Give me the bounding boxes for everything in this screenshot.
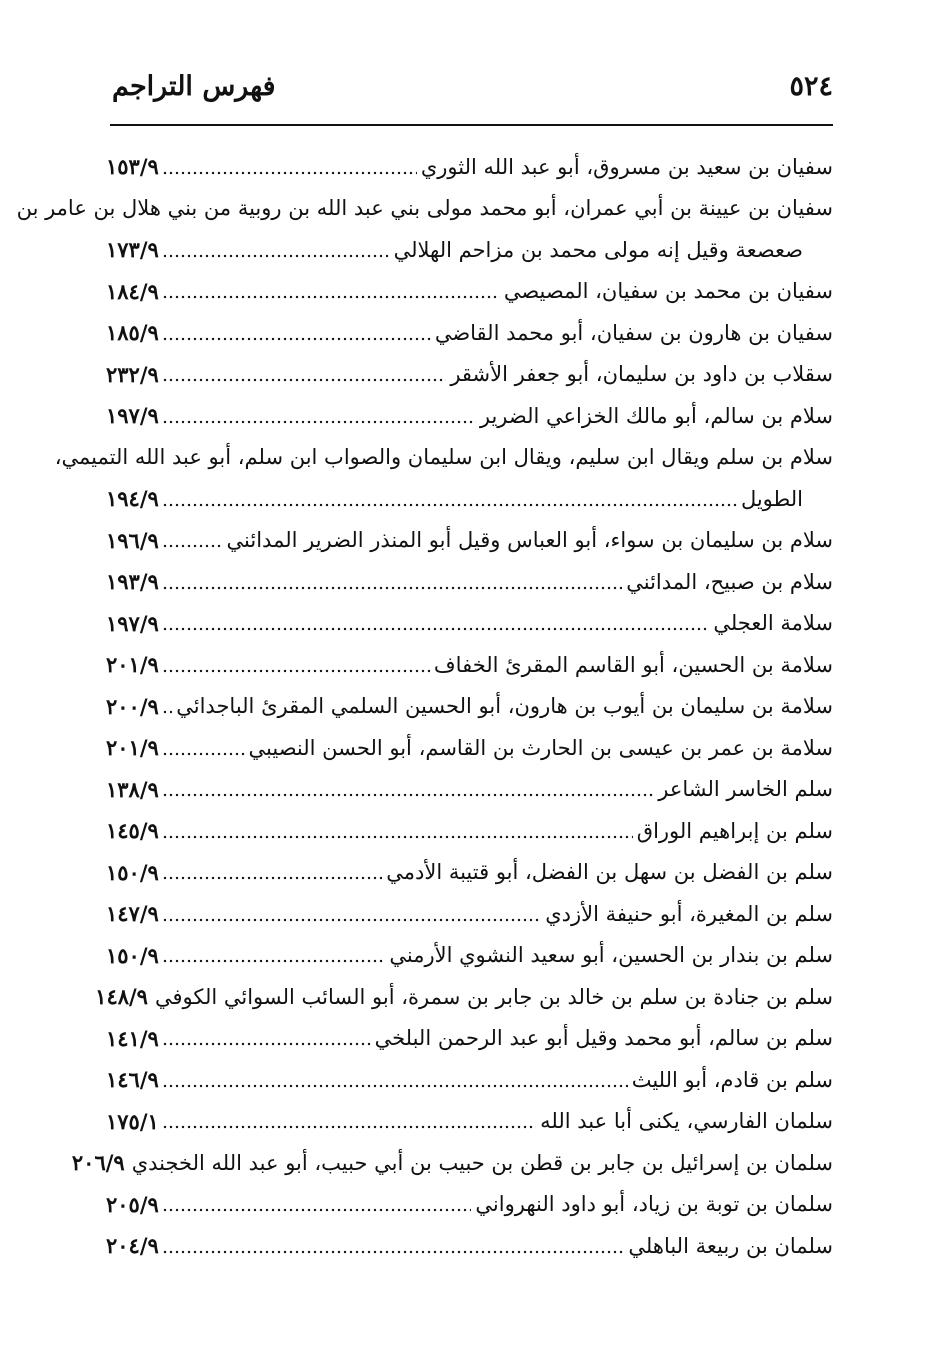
dot-leader	[162, 626, 710, 632]
entry-name: سلم بن المغيرة، أبو حنيفة الأزدي	[545, 901, 833, 926]
index-entry	[106, 1101, 833, 1143]
entry-name: سلمان الفارسي، يكنى أبا عبد الله	[540, 1109, 833, 1134]
dot-leader	[162, 668, 430, 674]
entry-page-ref: ١٤١/٩	[106, 1025, 159, 1051]
entry-page-ref: ١٣٨/٩	[106, 776, 159, 802]
entry-name: سلم بن الفضل بن سهل بن الفضل، أبو قتيبة الأدمي	[386, 860, 833, 885]
index-entry	[106, 769, 833, 811]
entry-name: سلم بن قادم، أبو الليث	[631, 1067, 833, 1092]
index-entry-continuation	[106, 478, 833, 520]
entry-page-ref: ١٩٧/٩	[106, 403, 159, 429]
entry-name: سلامة بن عمر بن عيسى بن الحارث بن القاسم، أبو الحسن النصيبي	[248, 735, 833, 760]
entry-page-ref: ١٤٦/٩	[106, 1067, 159, 1093]
entry-page-ref: ١٧٥/١	[106, 1108, 159, 1134]
index-entry-continuation	[106, 229, 833, 271]
index-entry	[106, 1225, 833, 1267]
entry-page-ref: ١٥٠/٩	[106, 859, 159, 885]
dot-leader	[162, 336, 431, 342]
dot-leader	[162, 170, 417, 176]
entry-page-ref: ١٨٥/٩	[106, 320, 159, 346]
index-entry	[106, 354, 833, 396]
dot-leader	[162, 834, 633, 840]
index-entry	[106, 810, 833, 852]
entry-name: سفيان بن هارون بن سفيان، أبو محمد القاضي	[434, 320, 833, 345]
entry-name: سلم بن سالم، أبو محمد وقيل أبو عبد الرحمن البلخي	[374, 1026, 833, 1051]
entry-page-ref: ٢٣٢/٩	[106, 361, 159, 387]
dot-leader	[162, 958, 386, 964]
index-entry	[106, 146, 833, 188]
dot-leader	[162, 917, 541, 923]
index-entry	[106, 312, 833, 354]
entry-page-ref: ١٥٣/٩	[106, 154, 159, 180]
index-entry	[95, 976, 833, 1018]
dot-leader	[162, 875, 382, 881]
dot-leader	[162, 1041, 371, 1047]
entry-name: سلم بن إبراهيم الوراق	[636, 818, 833, 843]
dot-leader	[162, 1207, 472, 1213]
index-entry	[106, 271, 833, 313]
entry-page-ref: ١٤٧/٩	[106, 901, 159, 927]
index-entry	[106, 935, 833, 977]
entry-page-ref: ٢٠١/٩	[106, 735, 159, 761]
entry-page-ref: ١٩٦/٩	[106, 527, 159, 553]
entry-name: سلمان بن توبة بن زياد، أبو داود النهرواني	[475, 1192, 833, 1217]
index-entry	[106, 852, 833, 894]
entry-page-ref: ١٨٤/٩	[106, 278, 159, 304]
page-number: ٥٢٤	[789, 70, 833, 102]
entry-name: سفيان بن عيينة بن أبي عمران، أبو محمد مولى بني عبد الله بن روبية من بني هلال بن عامر بن	[16, 196, 833, 221]
dot-leader	[162, 1249, 625, 1255]
index-entry	[16, 188, 833, 230]
dot-leader	[162, 502, 737, 508]
entry-name: صعصعة وقيل إنه مولى محمد بن مزاحم الهلالي	[393, 237, 803, 262]
running-head	[112, 64, 833, 108]
index-entry	[106, 727, 833, 769]
entry-page-ref: ١٩٤/٩	[106, 486, 159, 512]
dot-leader	[162, 792, 654, 798]
entry-name: سلامة بن الحسين، أبو القاسم المقرئ الخفاف	[433, 652, 833, 677]
header-rule	[110, 124, 833, 126]
entry-page-ref: ١٩٣/٩	[106, 569, 159, 595]
dot-leader	[162, 294, 500, 300]
dot-leader	[162, 585, 622, 591]
entry-name: الطويل	[740, 486, 803, 511]
index-entry	[106, 1184, 833, 1226]
dot-leader	[162, 709, 172, 715]
entry-page-ref: ٢٠١/٩	[106, 652, 159, 678]
entry-name: سلامة العجلي	[713, 611, 833, 636]
entry-page-ref: ٢٠٠/٩	[106, 693, 159, 719]
entry-name: سفيان بن محمد بن سفيان، المصيصي	[503, 279, 833, 304]
index-entry	[106, 520, 833, 562]
dot-leader	[162, 543, 223, 549]
entry-page-ref: ١٤٨/٩	[95, 984, 148, 1010]
index-entry	[54, 437, 833, 479]
index-entry	[106, 561, 833, 603]
entry-name: سلام بن سلم ويقال ابن سليم، ويقال ابن سليمان والصواب ابن سلم، أبو عبد الله التميمي،	[54, 445, 833, 470]
entry-page-ref: ١٧٣/٩	[106, 237, 159, 263]
entry-name: سقلاب بن داود بن سليمان، أبو جعفر الأشقر	[450, 362, 833, 387]
dot-leader	[162, 751, 245, 757]
index-entry	[106, 1018, 833, 1060]
index-entries	[16, 146, 833, 1267]
entry-page-ref: ٢٠٥/٩	[106, 1191, 159, 1217]
dot-leader	[162, 253, 390, 259]
index-entry	[106, 395, 833, 437]
dot-leader	[162, 419, 476, 425]
index-entry	[106, 893, 833, 935]
entry-page-ref: ٢٠٤/٩	[106, 1233, 159, 1259]
entry-page-ref: ١٩٧/٩	[106, 610, 159, 636]
dot-leader	[162, 1083, 628, 1089]
entry-name: سلمان بن ربيعة الباهلي	[628, 1233, 833, 1258]
dot-leader	[162, 1124, 536, 1130]
index-entry	[106, 603, 833, 645]
dot-leader	[162, 377, 447, 383]
section-title: فهرس التراجم	[112, 70, 276, 102]
entry-name: سلمان بن إسرائيل بن جابر بن قطن بن حبيب بن أبي حبيب، أبو عبد الله الخجندي	[131, 1150, 833, 1175]
entry-page-ref: ١٤٥/٩	[106, 818, 159, 844]
index-entry	[106, 1059, 833, 1101]
entry-name: سلام بن سليمان بن سواء، أبو العباس وقيل أبو المنذر الضرير المدائني	[226, 528, 833, 553]
index-entry	[106, 644, 833, 686]
entry-page-ref: ١٥٠/٩	[106, 942, 159, 968]
entry-name: سفيان بن سعيد بن مسروق، أبو عبد الله الثوري	[420, 154, 833, 179]
entry-name: سلم بن جنادة بن سلم بن خالد بن جابر بن سمرة، أبو السائب السوائي الكوفي	[154, 984, 833, 1009]
entry-name: سلم الخاسر الشاعر	[658, 777, 833, 802]
entry-name: سلامة بن سليمان بن أيوب بن هارون، أبو الحسين السلمي المقرئ الباجدائي	[176, 694, 833, 719]
entry-name: سلام بن سالم، أبو مالك الخزاعي الضرير	[479, 403, 833, 428]
index-entry	[106, 686, 833, 728]
entry-page-ref: ٢٠٦/٩	[71, 1150, 125, 1176]
entry-name: سلام بن صبيح، المدائني	[626, 569, 833, 594]
index-entry	[71, 1142, 833, 1184]
entry-name: سلم بن بندار بن الحسين، أبو سعيد النشوي الأرمني	[389, 943, 833, 968]
